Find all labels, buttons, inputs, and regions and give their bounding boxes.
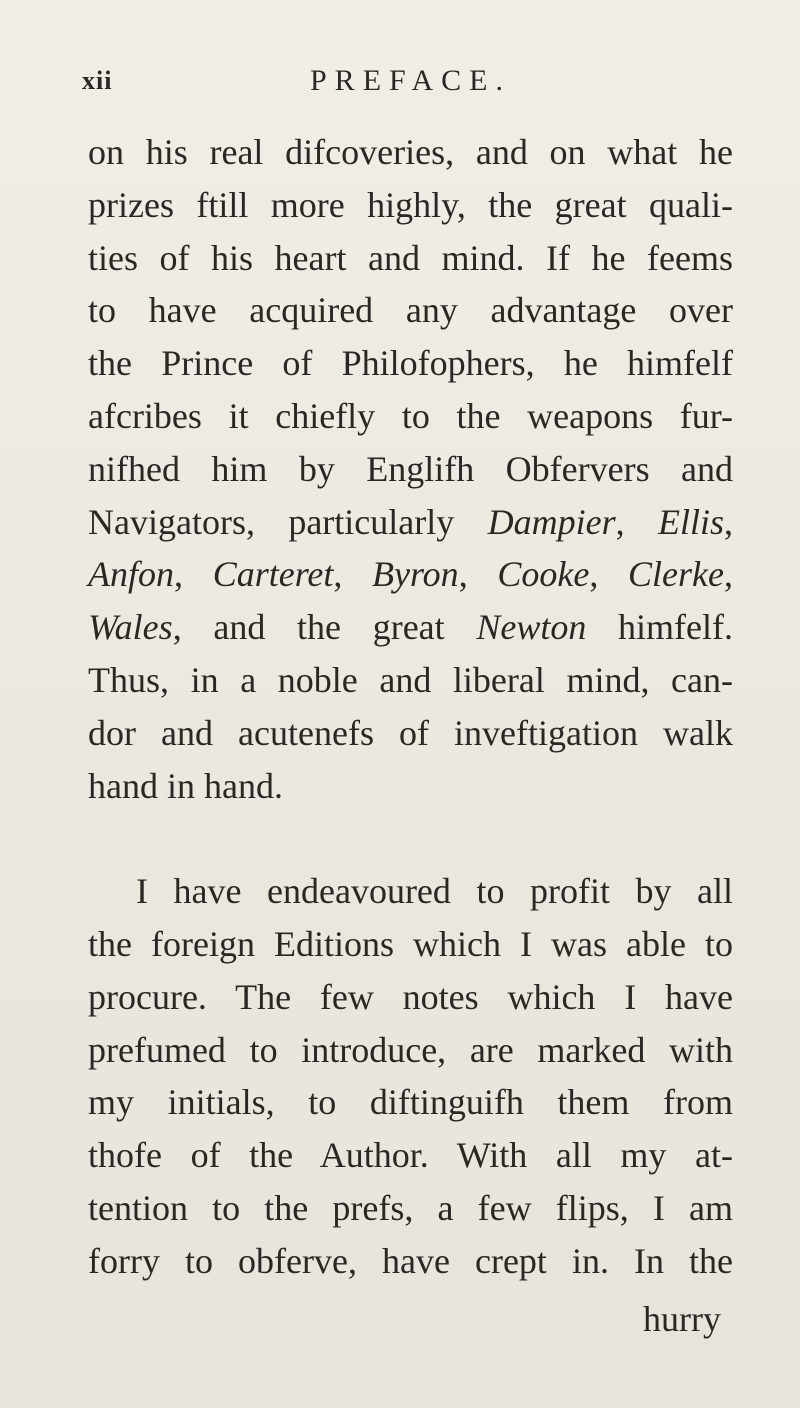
italic-name: Cooke	[497, 554, 590, 595]
text-line: afcribes it chiefly to the weapons fur-	[88, 395, 733, 436]
italic-name: Ellis	[657, 501, 724, 542]
body-text	[88, 126, 733, 1288]
page-number: xii	[82, 66, 113, 95]
italic-name: Clerke	[628, 554, 724, 595]
italic-name: Anfon	[88, 554, 174, 595]
running-head	[82, 64, 722, 108]
text-line: nifhed him by Englifh Obfervers and	[88, 448, 733, 489]
text-line: procure. The few notes which I have	[88, 976, 733, 1017]
italic-name: Carteret	[212, 554, 334, 595]
text-line: forry to obferve, have crept in. In the	[88, 1240, 733, 1281]
text-line: hand in hand.	[88, 765, 283, 806]
text-run: ,	[724, 501, 733, 542]
text-line	[88, 496, 733, 549]
text-run: ,	[174, 554, 213, 595]
text-line: Thus, in a noble and liberal mind, can-	[88, 659, 733, 700]
text-run: , and the great	[172, 607, 477, 648]
italic-name: Wales	[88, 607, 173, 648]
text-line: my initials, to diftinguifh them from	[88, 1082, 733, 1123]
text-line: prizes ftill more highly, the great quali-	[88, 184, 733, 225]
running-title: PREFACE.	[310, 64, 511, 97]
text-run: ,	[724, 554, 733, 595]
text-run: ,	[458, 554, 498, 595]
text-run: himfelf.	[586, 607, 734, 648]
italic-name: Dampier	[487, 501, 616, 542]
text-line	[88, 601, 733, 654]
text-line	[88, 548, 733, 601]
text-line: thofe of the Author. With all my at-	[88, 1135, 733, 1176]
text-line: on his real difcoveries, and on what he	[88, 132, 733, 172]
text-line: dor and acutenefs of inveftigation walk	[88, 712, 733, 753]
italic-name: Byron	[372, 554, 459, 595]
text-run: ,	[589, 554, 629, 595]
text-run: Navigators, particularly	[88, 501, 488, 542]
text-line: I have endeavoured to profit by all	[136, 871, 733, 912]
catchword: hurry	[643, 1299, 721, 1339]
text-line: the Prince of Philofophers, he himfelf	[88, 343, 733, 384]
text-line: tention to the prefs, a few flips, I am	[88, 1187, 733, 1228]
paragraph-gap	[88, 812, 733, 865]
text-run: ,	[615, 501, 658, 542]
italic-name: Newton	[476, 607, 587, 648]
text-line: ties of his heart and mind. If he feems	[88, 237, 733, 278]
text-line: prefumed to introduce, are marked with	[88, 1029, 733, 1070]
text-run: ,	[333, 554, 373, 595]
text-line: to have acquired any advantage over	[88, 290, 733, 331]
text-line: the foreign Editions which I was able to	[88, 923, 733, 964]
